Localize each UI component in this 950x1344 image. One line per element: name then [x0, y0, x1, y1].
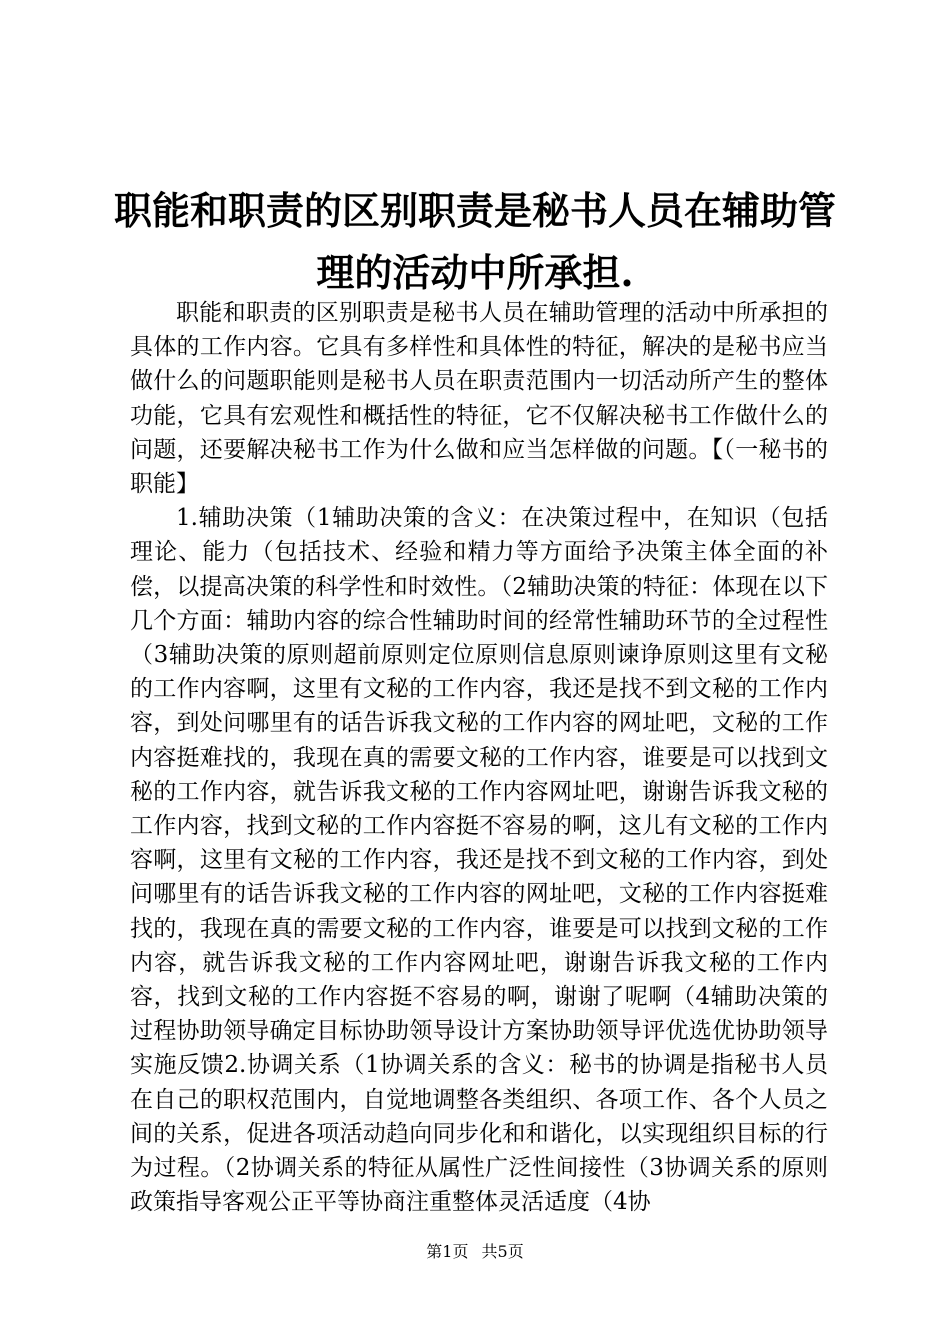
body-paragraph: 1.辅助决策（1辅助决策的含义：在决策过程中，在知识（包括理论、能力（包括技术、经验和精力等方面给予决策主体全面的补偿，以提高决策的科学性和时效性。（2辅助决策的特征：体现在以下几个方面：辅助内容的综合性辅助时间的经常性辅助环节的全过程性（3辅助决策的原则超前原则定位原则信息原则谏诤原则这里有文秘的工作内容啊，这里有文秘的工作内容，我还是找不到文秘的工作内容，到处问哪里有的话告诉我文秘的工作内容的网址吧，文秘的工作内容挺难找的，我现在真的需要文秘的工作内容，谁要是可以找到文秘的工作内容，就告诉我文秘的工作内容网址吧，谢谢告诉我文秘的工作内容，找到文秘的工作内容挺不容易的啊，这儿有文秘的工作内容啊，这里有文秘的工作内容，我还是找不到文秘的工作内容，到处问哪里有的话告诉我文秘的工作内容的网址吧，文秘的工作内容挺难找的，我现在真的需要文秘的工作内容，谁要是可以找到文秘的工作内容，就告诉我文秘的工作内容网址吧，谢谢告诉我文秘的工作内容，找到文秘的工作内容挺不容易的啊，谢谢了呢啊（4辅助决策的过程协助领导确定目标协助领导设计方案协助领导评优选优协助领导实施反馈2.协调关系（1协调关系的含义：秘书的协调是指秘书人员在自己的职权范围内，自觉地调整各类组织、各项工作、各个人员之间的关系，促进各项活动趋向同步化和和谐化，以实现组织目标的行为过程。（2协调关系的特征从属性广泛性间接性（3协调关系的原则政策指导客观公正平等协商注重整体灵活适度（4协 — [130, 505, 828, 1216]
page-footer — [0, 1242, 950, 1262]
page-number: 第1页 — [426, 1242, 469, 1261]
page-total: 共5页 — [481, 1242, 524, 1261]
document-title: 职能和职责的区别职责是秘书人员在辅助管理的活动中所承担. — [113, 188, 836, 295]
document-body — [130, 296, 828, 1219]
body-paragraph: 职能和职责的区别职责是秘书人员在辅助管理的活动中所承担的具体的工作内容。它具有多样性和具体性的特征，解决的是秘书应当做什么的问题职能则是秘书人员在职责范围内一切活动所产生的整体功能，它具有宏观性和概括性的特征，它不仅解决秘书工作做什么的问题，还要解决秘书工作为什么做和应当怎样做的问题。【（一秘书的职能】 — [130, 300, 828, 498]
